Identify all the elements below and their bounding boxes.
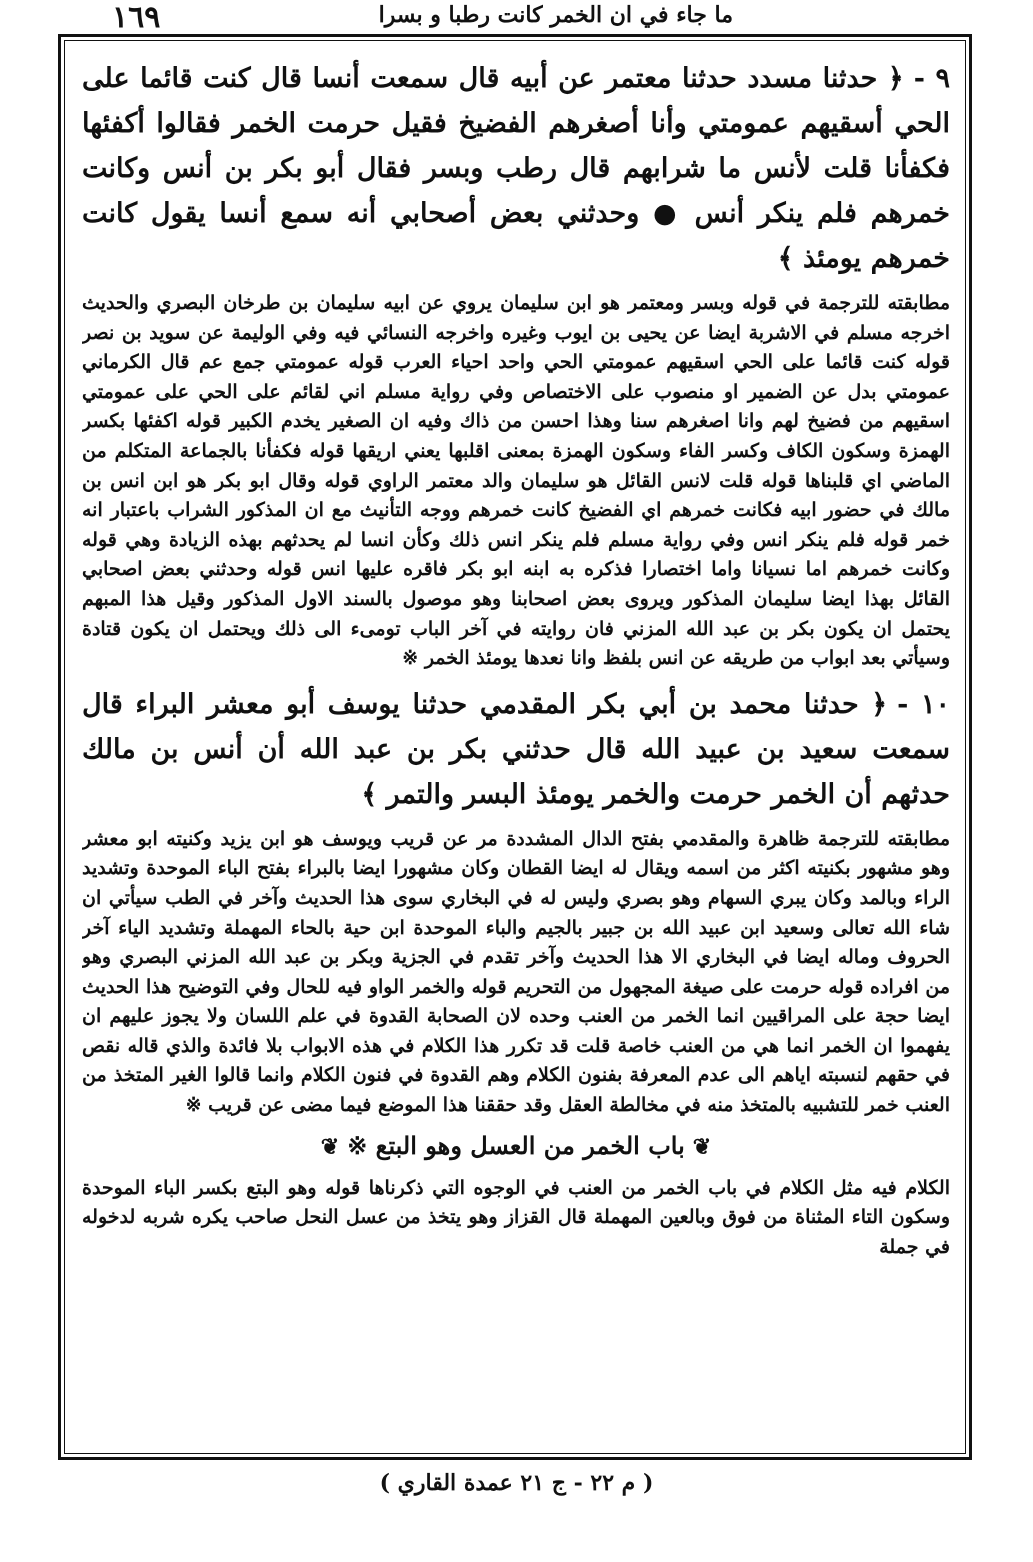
commentary-10: مطابقته للترجمة ظاهرة والمقدمي بفتح الدال المشددة مر عن قريب ويوسف هو ابن يزيد وكنيته ابو معشر وهو مشهور بكنيته اكثر من اسمه ويقال له ايضا القطان وكان مشهورا ايضا بالبراء بفتح الباء الموحدة وتشديد الراء وبالمد وكان يبري السهام وهو بصري وليس له في البخاري سوى هذا الحديث وآخر في الطب سيأتي ان شاء الله تعالى وسعيد ابن عبيد الله بن جبير بالجيم والباء الموحدة ابن حية بالحاء المهملة وتشديد الياء آخر الحروف وماله ايضا في البخاري الا هذا الحديث وآخر تقدم في الجزية وبكر بن عبد الله المزني البصري وهو من افراده قوله حرمت على صيغة المجهول من التحريم قوله والخمر الواو فيه للحال وفي التوضيح هذا الحديث ايضا حجة على المراقيين انما الخمر من العنب وحده لان الصحابة القدوة في علم اللسان ولا يجوز عليهم ان يفهموا ان الخمر انما هي من العنب خاصة قلت قد تكرر هذا الكلام في هذه الابواب بلا فائدة والذي قاله نقص في حقهم لنسبته اياهم الى عدم المعرفة بفنون الكلام وهم القدوة في فنون الكلام وانما قالوا الغير المتخذ من العنب خمر للتشبيه بالمتخذ منه في مخالطة العقل وقد حققنا هذا الموضع فيما مضى عن قريب ※ [82,827,950,1117]
ornament-icon: ❦ [692,1133,712,1160]
hadith-9 [82,56,950,281]
page-body [82,48,950,1448]
hadith-10 [82,682,950,817]
hadith-text: ﴿ حدثنا مسدد حدثنا معتمر عن أبيه قال سمعت أنسا قال كنت قائما على الحي أسقيهم عمومتي وأنا أصغرهم الفضيخ فقيل حرمت الخمر فقالوا أكفئها فكفأنا قلت لأنس ما شرابهم قال رطب وبسر فقال أبو بكر بن أنس وكانت خمرهم فلم ينكر أنس ● وحدثني بعض أصحابي أنه سمع أنسا يقول كانت خمرهم يومئذ ﴾ [82,63,950,274]
page-footer: ( م ٢٢ - ج ٢١ عمدة القاري ) [379,1470,654,1496]
ornament-icon: ❦ [320,1133,340,1160]
commentary-chapter: الكلام فيه مثل الكلام في باب الخمر من العنب في الوجوه التي ذكرناها قوله وهو البتع بكسر الباء الموحدة وسكون التاء المثناة من فوق وبالعين المهملة قال القزاز وهو يتخذ من عسل النحل صاحب يكره شربه لدخوله في جملة [82,1176,950,1258]
page-number: ١٦٩ [112,0,161,35]
hadith-text: ﴿ حدثنا محمد بن أبي بكر المقدمي حدثنا يوسف أبو معشر البراء قال سمعت سعيد بن عبيد الله قال حدثني بكر بن عبد الله أن أنس بن مالك حدثهم أن الخمر حرمت والخمر يومئذ البسر والتمر ﴾ [82,688,950,810]
chapter-title: باب الخمر من العسل وهو البتع ※ [347,1130,685,1160]
hadith-number: ١٠ - [897,688,950,720]
commentary-9: مطابقته للترجمة في قوله وبسر ومعتمر هو ابن سليمان يروي عن ابيه سليمان بن طرخان البصري والحديث اخرجه مسلم في الاشربة ايضا عن يحيى بن ايوب وغيره واخرجه النسائي فيه وفي الوليمة عن سويد بن نصر قوله كنت قائما على الحي اسقيهم عمومتي الحي واحد احياء العرب قوله عمومتي جمع عم قال الكرماني عمومتي بدل عن الضمير او منصوب على الاختصاص وفي رواية مسلم اني لقائم على الحي على عمومتي اسقيهم من فضيخ لهم وانا اصغرهم سنا وهذا احسن من ذاك وفيه ان الصغير يخدم الكبير قوله اكفئها بكسر الهمزة وسكون الكاف وكسر الفاء وسكون الهمزة بمعنى اقلبها يعني اريقها قوله فكفأنا بالجماعة المتكلم من الماضي اي قلبناها قوله قلت لانس القائل هو سليمان والد معتمر الراوي قوله وقال ابو بكر هو ابن انس بن مالك في حضور ابيه فكانت خمرهم اي الفضيخ كانت خمرهم ووجه التأنيث مع ان المذكور الشراب باعتبار انه خمر قوله فلم ينكر انس وفي رواية مسلم فلم ينكر انس ذلك وكأن انسا لم يحدثهم بهذه الزيادة وهي قوله وكانت خمرهم اما نسيانا واما اختصارا فذكره به ابنه ابو بكر فاقره عليها انس قوله وحدثني بعض اصحابي القائل بهذا ايضا سليمان المذكور ويروى بعض اصحابنا وهو موصول بالسند الاول المذكور وقيل هذا المبهم يحتمل ان يكون بكر بن عبد الله المزني فان روايته في آخر الباب تومىء الى ذلك ويحتمل ان يكون قتادة وسيأتي بعد ابواب من طريقه عن انس بلفظ وانا نعدها يومئذ الخمر ※ [82,292,950,670]
page-header [0,0,1033,34]
hadith-number: ٩ - [913,63,950,94]
chapter-heading [82,1127,950,1166]
running-title: ما جاء في ان الخمر كانت رطبا و بسرا [378,2,733,28]
